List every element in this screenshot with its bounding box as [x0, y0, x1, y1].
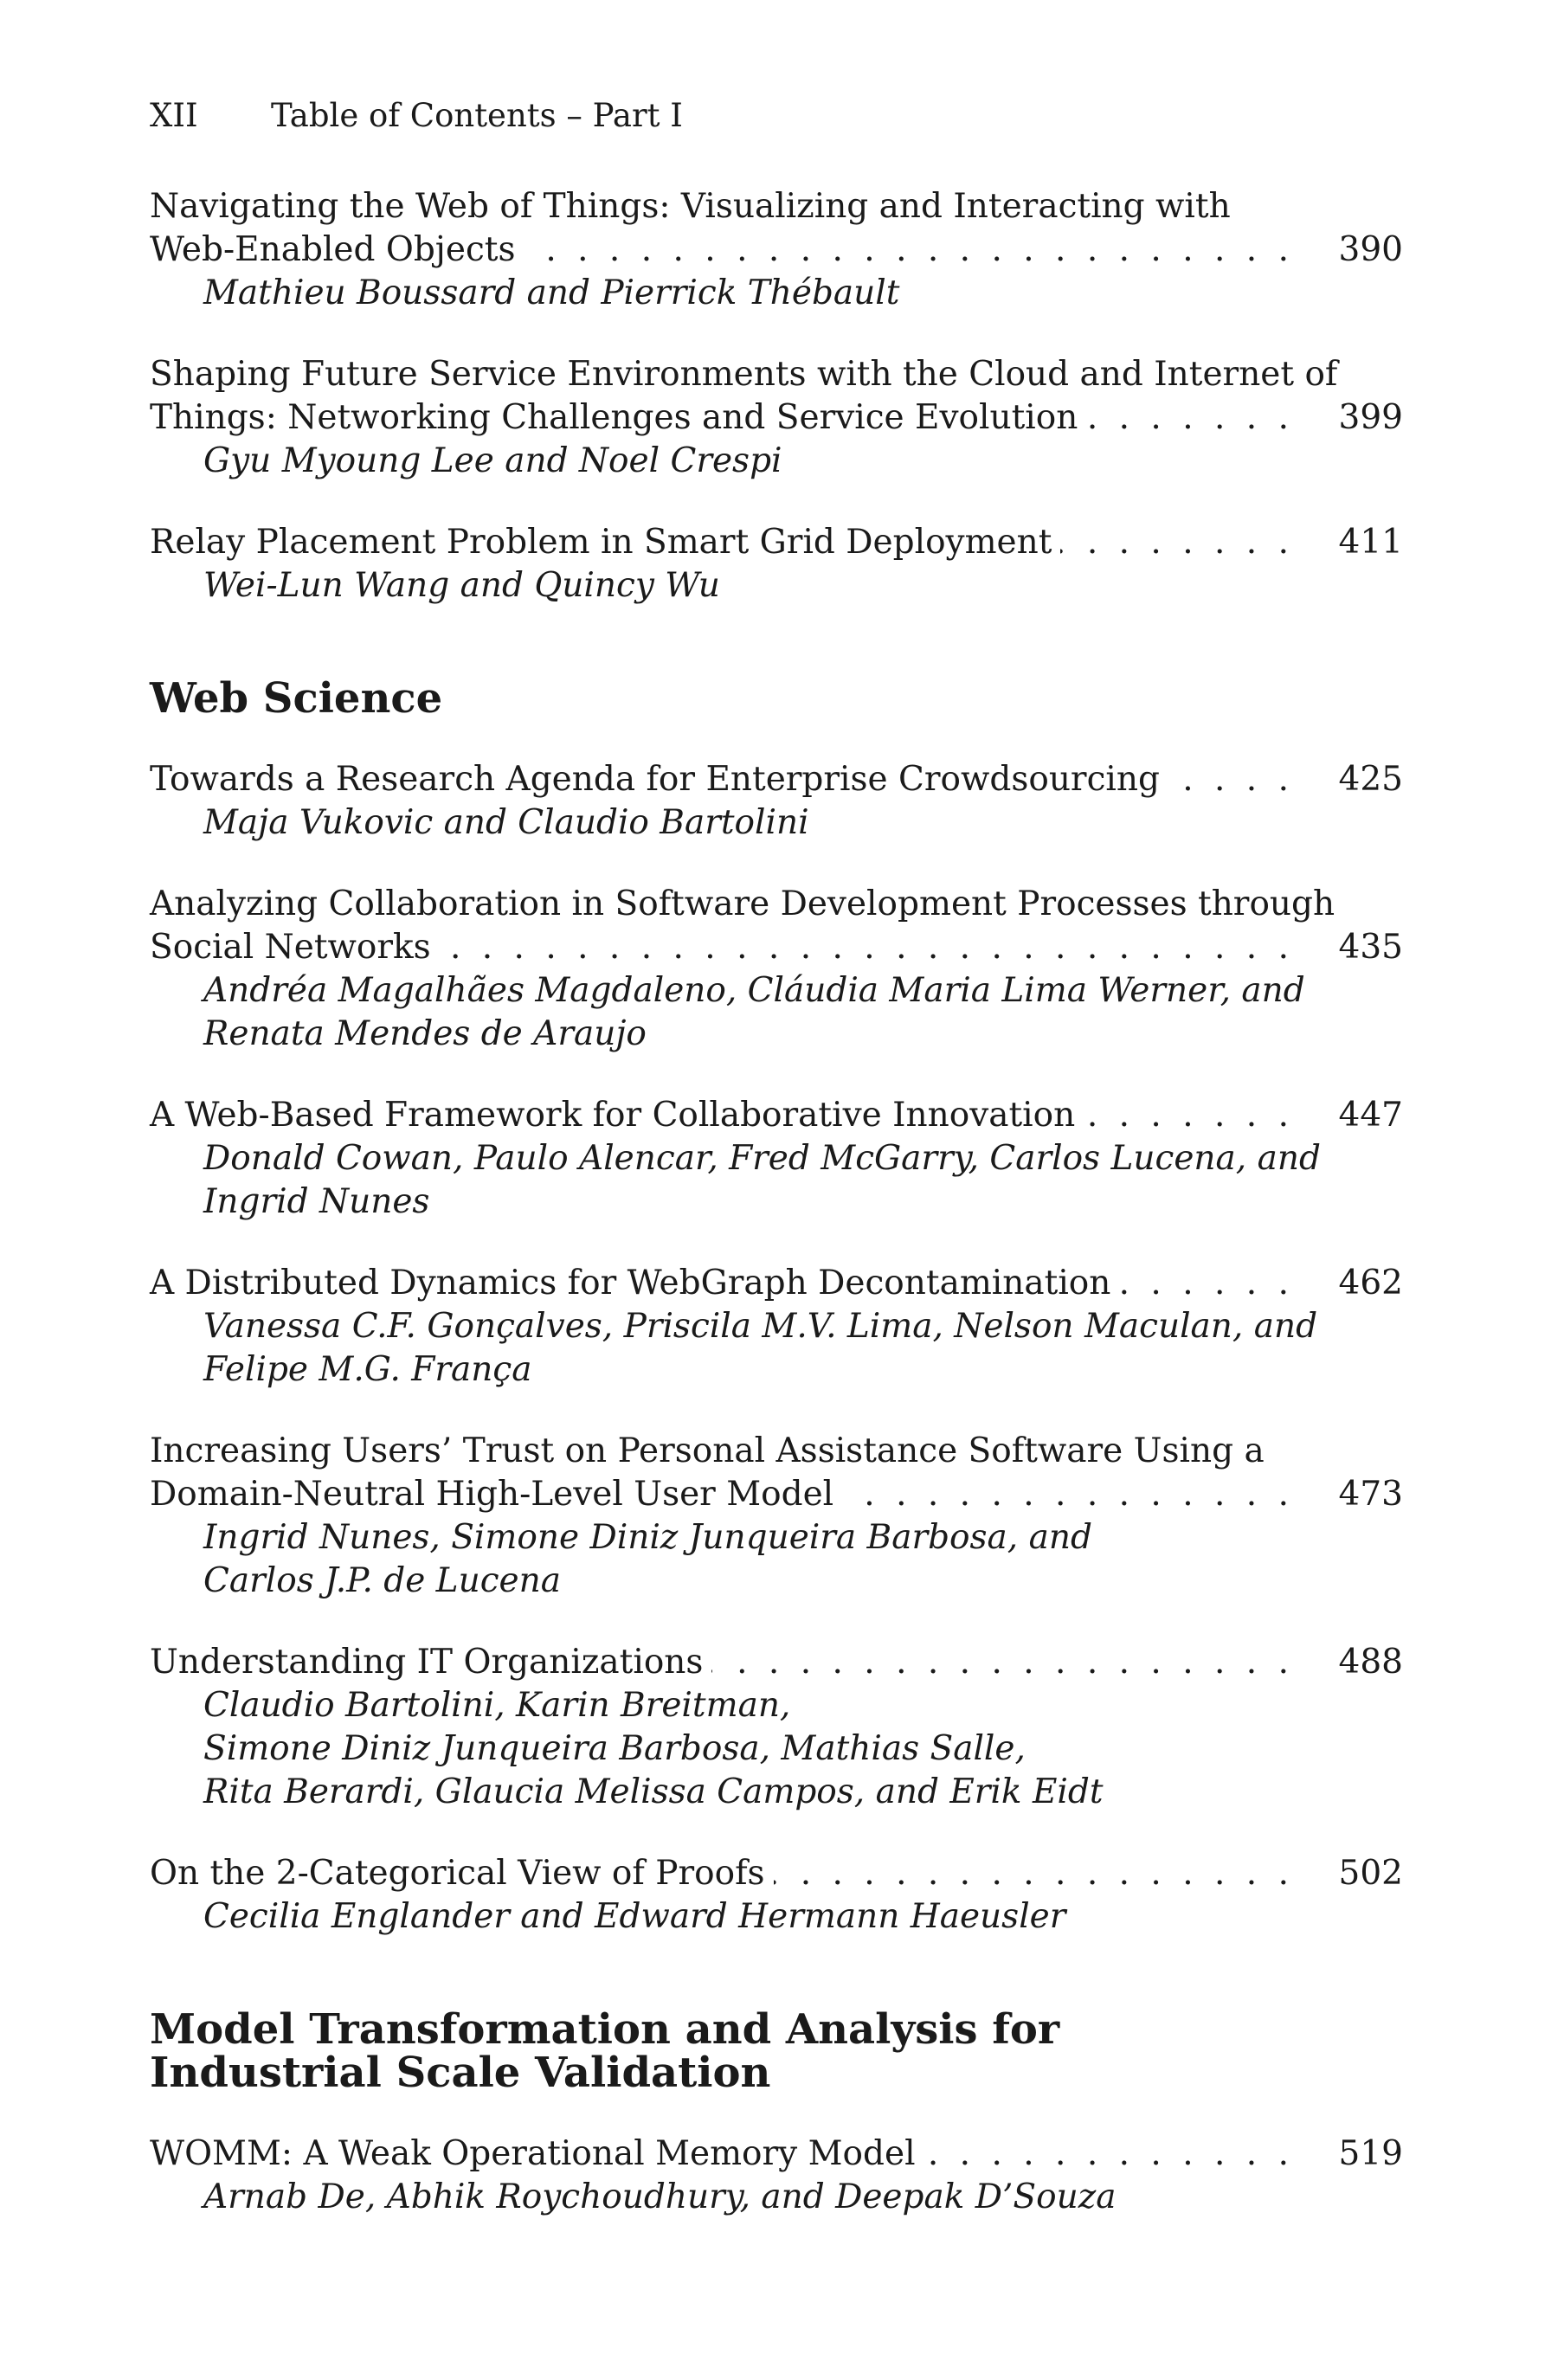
page-number: 399: [1338, 398, 1403, 437]
entry-title-final-line: [150, 521, 1403, 564]
section-heading: Model Transformation and Analysis for Industrial Scale Validation: [150, 2005, 1060, 2097]
page-number: 473: [1338, 1475, 1403, 1514]
section-heading: Web Science: [150, 674, 443, 723]
toc-section: [150, 674, 1403, 1939]
dot-leader: [1168, 758, 1294, 801]
entry-title-final-line: [150, 1473, 1403, 1516]
entry-authors: Carlos J.P. de Lucena: [203, 1561, 561, 1600]
running-head: [150, 97, 683, 135]
entry-title-text: Domain-Neutral High-Level User Model: [150, 1475, 834, 1514]
entry-authors: Donald Cowan, Paulo Alencar, Fred McGarry, Carlos Lucena, and: [203, 1139, 1321, 1178]
entry-title-line: Increasing Users’ Trust on Personal Assistance Software Using a: [150, 1431, 1265, 1470]
entry-title-final-line: [150, 228, 1403, 272]
dot-leader: [842, 1473, 1294, 1516]
entry-title-text: A Distributed Dynamics for WebGraph Decontamination: [150, 1264, 1111, 1303]
entry-authors: Ingrid Nunes: [203, 1182, 430, 1221]
dot-leader: [774, 1852, 1294, 1895]
entry-title-text: WOMM: A Weak Operational Memory Model: [150, 2134, 916, 2173]
entry-title-text: Web-Enabled Objects: [150, 230, 516, 269]
entry-authors: Felipe M.G. França: [203, 1350, 532, 1389]
entry-title-text: Relay Placement Problem in Smart Grid Deployment: [150, 523, 1052, 562]
entry-authors: Andréa Magalhães Magdaleno, Cláudia Maria Lima Werner, and: [203, 971, 1305, 1010]
entry-title-final-line: [150, 758, 1403, 801]
toc-entry[interactable]: [150, 2132, 1403, 2219]
toc-entry[interactable]: [150, 1094, 1403, 1224]
entry-title-final-line: [150, 1641, 1403, 1684]
entry-authors: Mathieu Boussard and Pierrick Thébault: [203, 273, 900, 312]
dot-leader: [1084, 1094, 1294, 1137]
page-number: 390: [1338, 230, 1403, 269]
dot-leader: [525, 228, 1295, 272]
page-number: 425: [1338, 760, 1403, 799]
running-head-title: Table of Contents – Part I: [271, 97, 683, 134]
entry-authors: Cecilia Englander and Edward Hermann Haeusler: [203, 1897, 1066, 1936]
dot-leader: [711, 1641, 1294, 1684]
toc-entry[interactable]: [150, 1852, 1403, 1939]
entry-title-text: Understanding IT Organizations: [150, 1643, 704, 1682]
page-number: 447: [1338, 1096, 1403, 1135]
entry-title-text: A Web-Based Framework for Collaborative Innovation: [150, 1096, 1076, 1135]
entry-title-final-line: [150, 926, 1403, 969]
entry-authors: Rita Berardi, Glaucia Melissa Campos, and Erik Eidt: [203, 1772, 1104, 1811]
entry-authors: Claudio Bartolini, Karin Breitman,: [203, 1686, 791, 1725]
entry-title-final-line: [150, 1094, 1403, 1137]
entry-title-line: Analyzing Collaboration in Software Development Processes through: [150, 884, 1335, 923]
toc-entry[interactable]: [150, 353, 1403, 483]
toc-section: [150, 185, 1403, 608]
toc-entry[interactable]: [150, 1262, 1403, 1392]
toc-section: [150, 2005, 1403, 2219]
dot-leader: [1119, 1262, 1294, 1305]
dot-leader: [924, 2132, 1294, 2176]
toc-entry[interactable]: [150, 185, 1403, 315]
entry-authors: Arnab De, Abhik Roychoudhury, and Deepak D’Souza: [203, 2177, 1117, 2216]
entry-authors: Renata Mendes de Araujo: [203, 1014, 647, 1053]
entry-authors: Vanessa C.F. Gonçalves, Priscila M.V. Lima, Nelson Maculan, and: [203, 1307, 1318, 1346]
dot-leader: [440, 926, 1294, 969]
page-number: 519: [1338, 2134, 1403, 2173]
entry-title-text: Towards a Research Agenda for Enterprise Crowdsourcing: [150, 760, 1160, 799]
entry-authors: Ingrid Nunes, Simone Diniz Junqueira Barbosa, and: [203, 1518, 1092, 1557]
entry-title-final-line: [150, 1262, 1403, 1305]
toc-entry[interactable]: [150, 883, 1403, 1056]
table-of-contents: [150, 185, 1403, 2219]
entry-title-line: Navigating the Web of Things: Visualizing and Interacting with: [150, 187, 1231, 226]
entry-authors: Wei-Lun Wang and Quincy Wu: [203, 566, 720, 605]
entry-title-final-line: [150, 1852, 1403, 1895]
dot-leader: [1060, 521, 1294, 564]
entry-title-final-line: [150, 396, 1403, 440]
entry-title-final-line: [150, 2132, 1403, 2176]
toc-entry[interactable]: [150, 1641, 1403, 1814]
page-number: 411: [1338, 523, 1403, 562]
entry-title-text: Social Networks: [150, 928, 431, 967]
page-number: 488: [1338, 1643, 1403, 1682]
page-number: 462: [1338, 1264, 1403, 1303]
toc-entry[interactable]: [150, 1430, 1403, 1603]
page-folio: XII: [150, 97, 198, 134]
entry-title-line: Shaping Future Service Environments with the Cloud and Internet of: [150, 355, 1338, 394]
entry-title-text: Things: Networking Challenges and Service Evolution: [150, 398, 1078, 437]
page-number: 435: [1338, 928, 1403, 967]
toc-entry[interactable]: [150, 521, 1403, 608]
entry-title-text: On the 2-Categorical View of Proofs: [150, 1854, 765, 1893]
page-number: 502: [1338, 1854, 1403, 1893]
dot-leader: [1086, 396, 1294, 440]
entry-authors: Simone Diniz Junqueira Barbosa, Mathias Salle,: [203, 1729, 1026, 1768]
entry-authors: Maja Vukovic and Claudio Bartolini: [203, 803, 809, 842]
toc-entry[interactable]: [150, 758, 1403, 845]
entry-authors: Gyu Myoung Lee and Noel Crespi: [203, 441, 782, 480]
